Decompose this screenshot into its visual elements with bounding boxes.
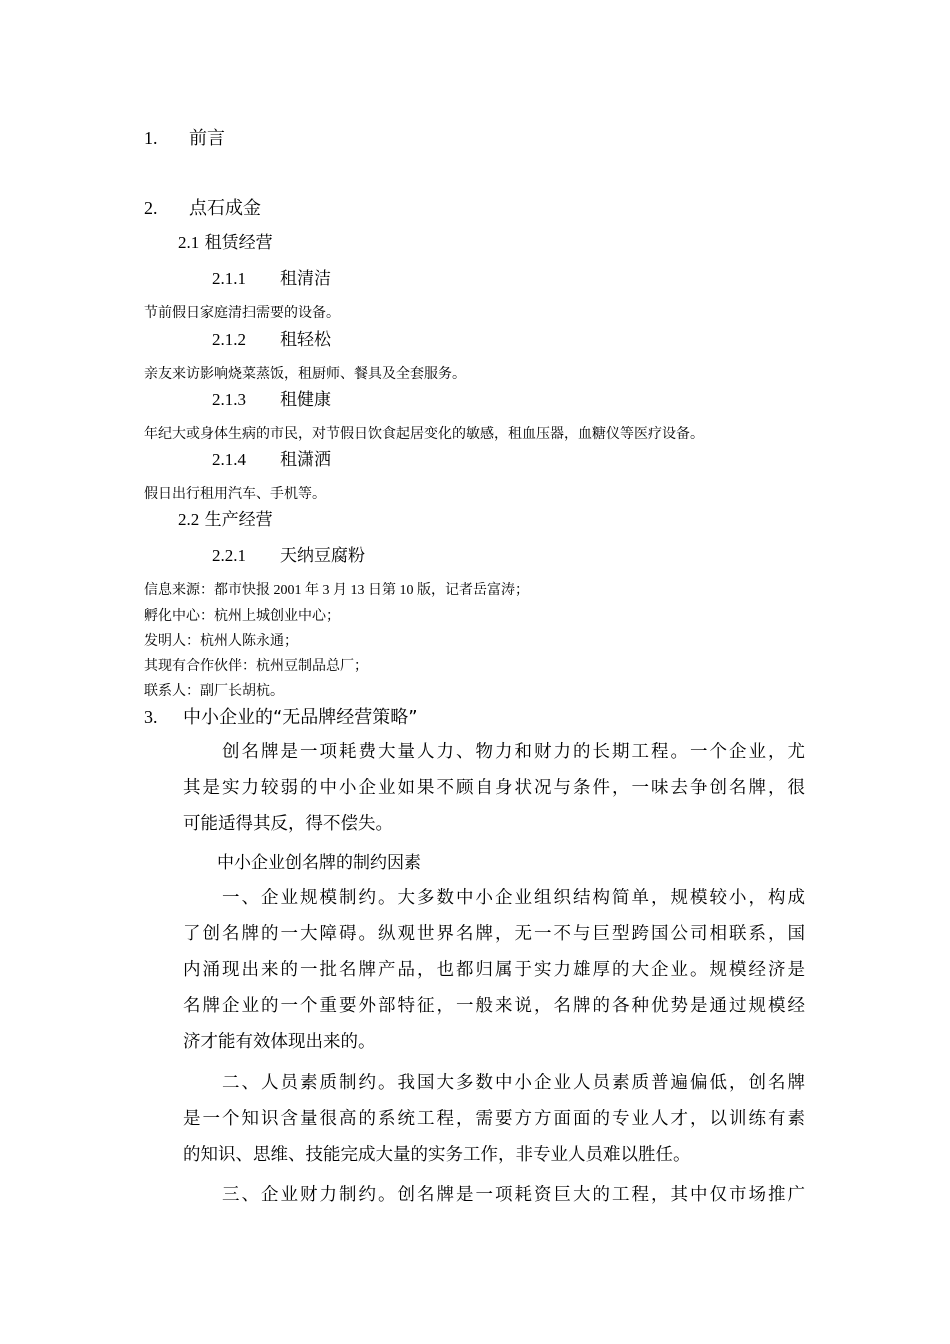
heading-title: 点石成金: [188, 198, 261, 219]
heading-number: 2.1.3: [212, 390, 246, 409]
heading-number: 3.: [144, 707, 158, 727]
info-line-incubator: 孵化中心：杭州上城创业中心；: [144, 609, 340, 624]
heading-number: 2.1.1: [212, 269, 246, 288]
item-description: 亲友来访影响烧菜蒸饭，租厨师、餐具及全套服务。: [144, 367, 466, 382]
info-line-source: 信息来源：都市快报 2001 年 3 月 13 日第 10 版，记者岳富涛；: [144, 583, 529, 598]
heading-3-health: [212, 389, 331, 411]
heading-title: 租轻松: [280, 330, 331, 350]
text-line: 了创名牌的一大障碍。纵观世界名牌，无一不与巨型跨国公司相联系，国: [183, 923, 805, 943]
body-paragraph-4: [183, 1064, 805, 1172]
text-line: 中小企业创名牌的制约因素: [183, 853, 421, 872]
info-line-inventor: 发明人：杭州人陈永通；: [144, 634, 298, 649]
heading-number: 1.: [144, 128, 158, 148]
heading-title: 租健康: [280, 390, 331, 410]
heading-2-production: [178, 509, 273, 531]
heading-number: 2.1.2: [212, 330, 246, 349]
heading-3-easy: [212, 329, 331, 351]
heading-1-brand: [144, 706, 418, 729]
text-line: 三、企业财力制约。创名牌是一项耗资巨大的工程，其中仅市场推广: [183, 1184, 805, 1204]
text-line: 名牌企业的一个重要外部特征，一般来说，名牌的各种优势是通过规模经: [183, 995, 805, 1015]
body-paragraph-2: [183, 849, 805, 877]
heading-title: 生产经营: [204, 510, 273, 530]
heading-number: 2.2: [178, 510, 200, 529]
heading-number: 2.2.1: [212, 546, 246, 565]
heading-1-gold: [144, 197, 261, 220]
body-paragraph-3: [183, 879, 805, 1059]
body-paragraph-1: [183, 733, 805, 841]
info-line-contact: 联系人：副厂长胡杭。: [144, 684, 284, 699]
body-paragraph-5: [183, 1176, 805, 1212]
text-line: 可能适得其反，得不偿失。: [183, 813, 393, 833]
heading-number: 2.1: [178, 233, 200, 252]
info-line-partner: 其现有合作伙伴：杭州豆制品总厂；: [144, 659, 368, 674]
heading-1-intro: [144, 127, 225, 150]
text-line: 的知识、思维、技能完成大量的实务工作，非专业人员难以胜任。: [183, 1144, 691, 1164]
text-line: 二、人员素质制约。我国大多数中小企业人员素质普遍偏低，创名牌: [183, 1072, 805, 1092]
heading-title: 租赁经营: [204, 233, 273, 253]
item-description: 年纪大或身体生病的市民，对节假日饮食起居变化的敏感，租血压器，血糖仪等医疗设备。: [144, 427, 704, 442]
heading-3-clean: [212, 268, 331, 290]
item-description: 节前假日家庭清扫需要的设备。: [144, 306, 340, 321]
heading-title: 中小企业的“无品牌经营策略”: [182, 707, 418, 728]
text-line: 是一个知识含量很高的系统工程，需要方方面面的专业人才，以训练有素: [183, 1108, 805, 1128]
heading-2-rent: [178, 232, 273, 254]
text-line: 创名牌是一项耗费大量人力、物力和财力的长期工程。一个企业，尤: [183, 741, 805, 761]
heading-3-free: [212, 449, 331, 471]
heading-3-tofu: [212, 545, 365, 567]
heading-title: 租潇洒: [280, 450, 331, 470]
text-line: 内涌现出来的一批名牌产品，也都归属于实力雄厚的大企业。规模经济是: [183, 959, 805, 979]
text-line: 济才能有效体现出来的。: [183, 1031, 376, 1051]
item-description: 假日出行租用汽车、手机等。: [144, 487, 326, 502]
heading-number: 2.1.4: [212, 450, 246, 469]
heading-number: 2.: [144, 198, 158, 218]
heading-title: 天纳豆腐粉: [280, 546, 365, 566]
text-line: 一、企业规模制约。大多数中小企业组织结构简单，规模较小，构成: [183, 887, 805, 907]
text-line: 其是实力较弱的中小企业如果不顾自身状况与条件，一味去争创名牌，很: [183, 777, 805, 797]
heading-title: 租清洁: [280, 269, 331, 289]
heading-title: 前言: [188, 128, 225, 149]
